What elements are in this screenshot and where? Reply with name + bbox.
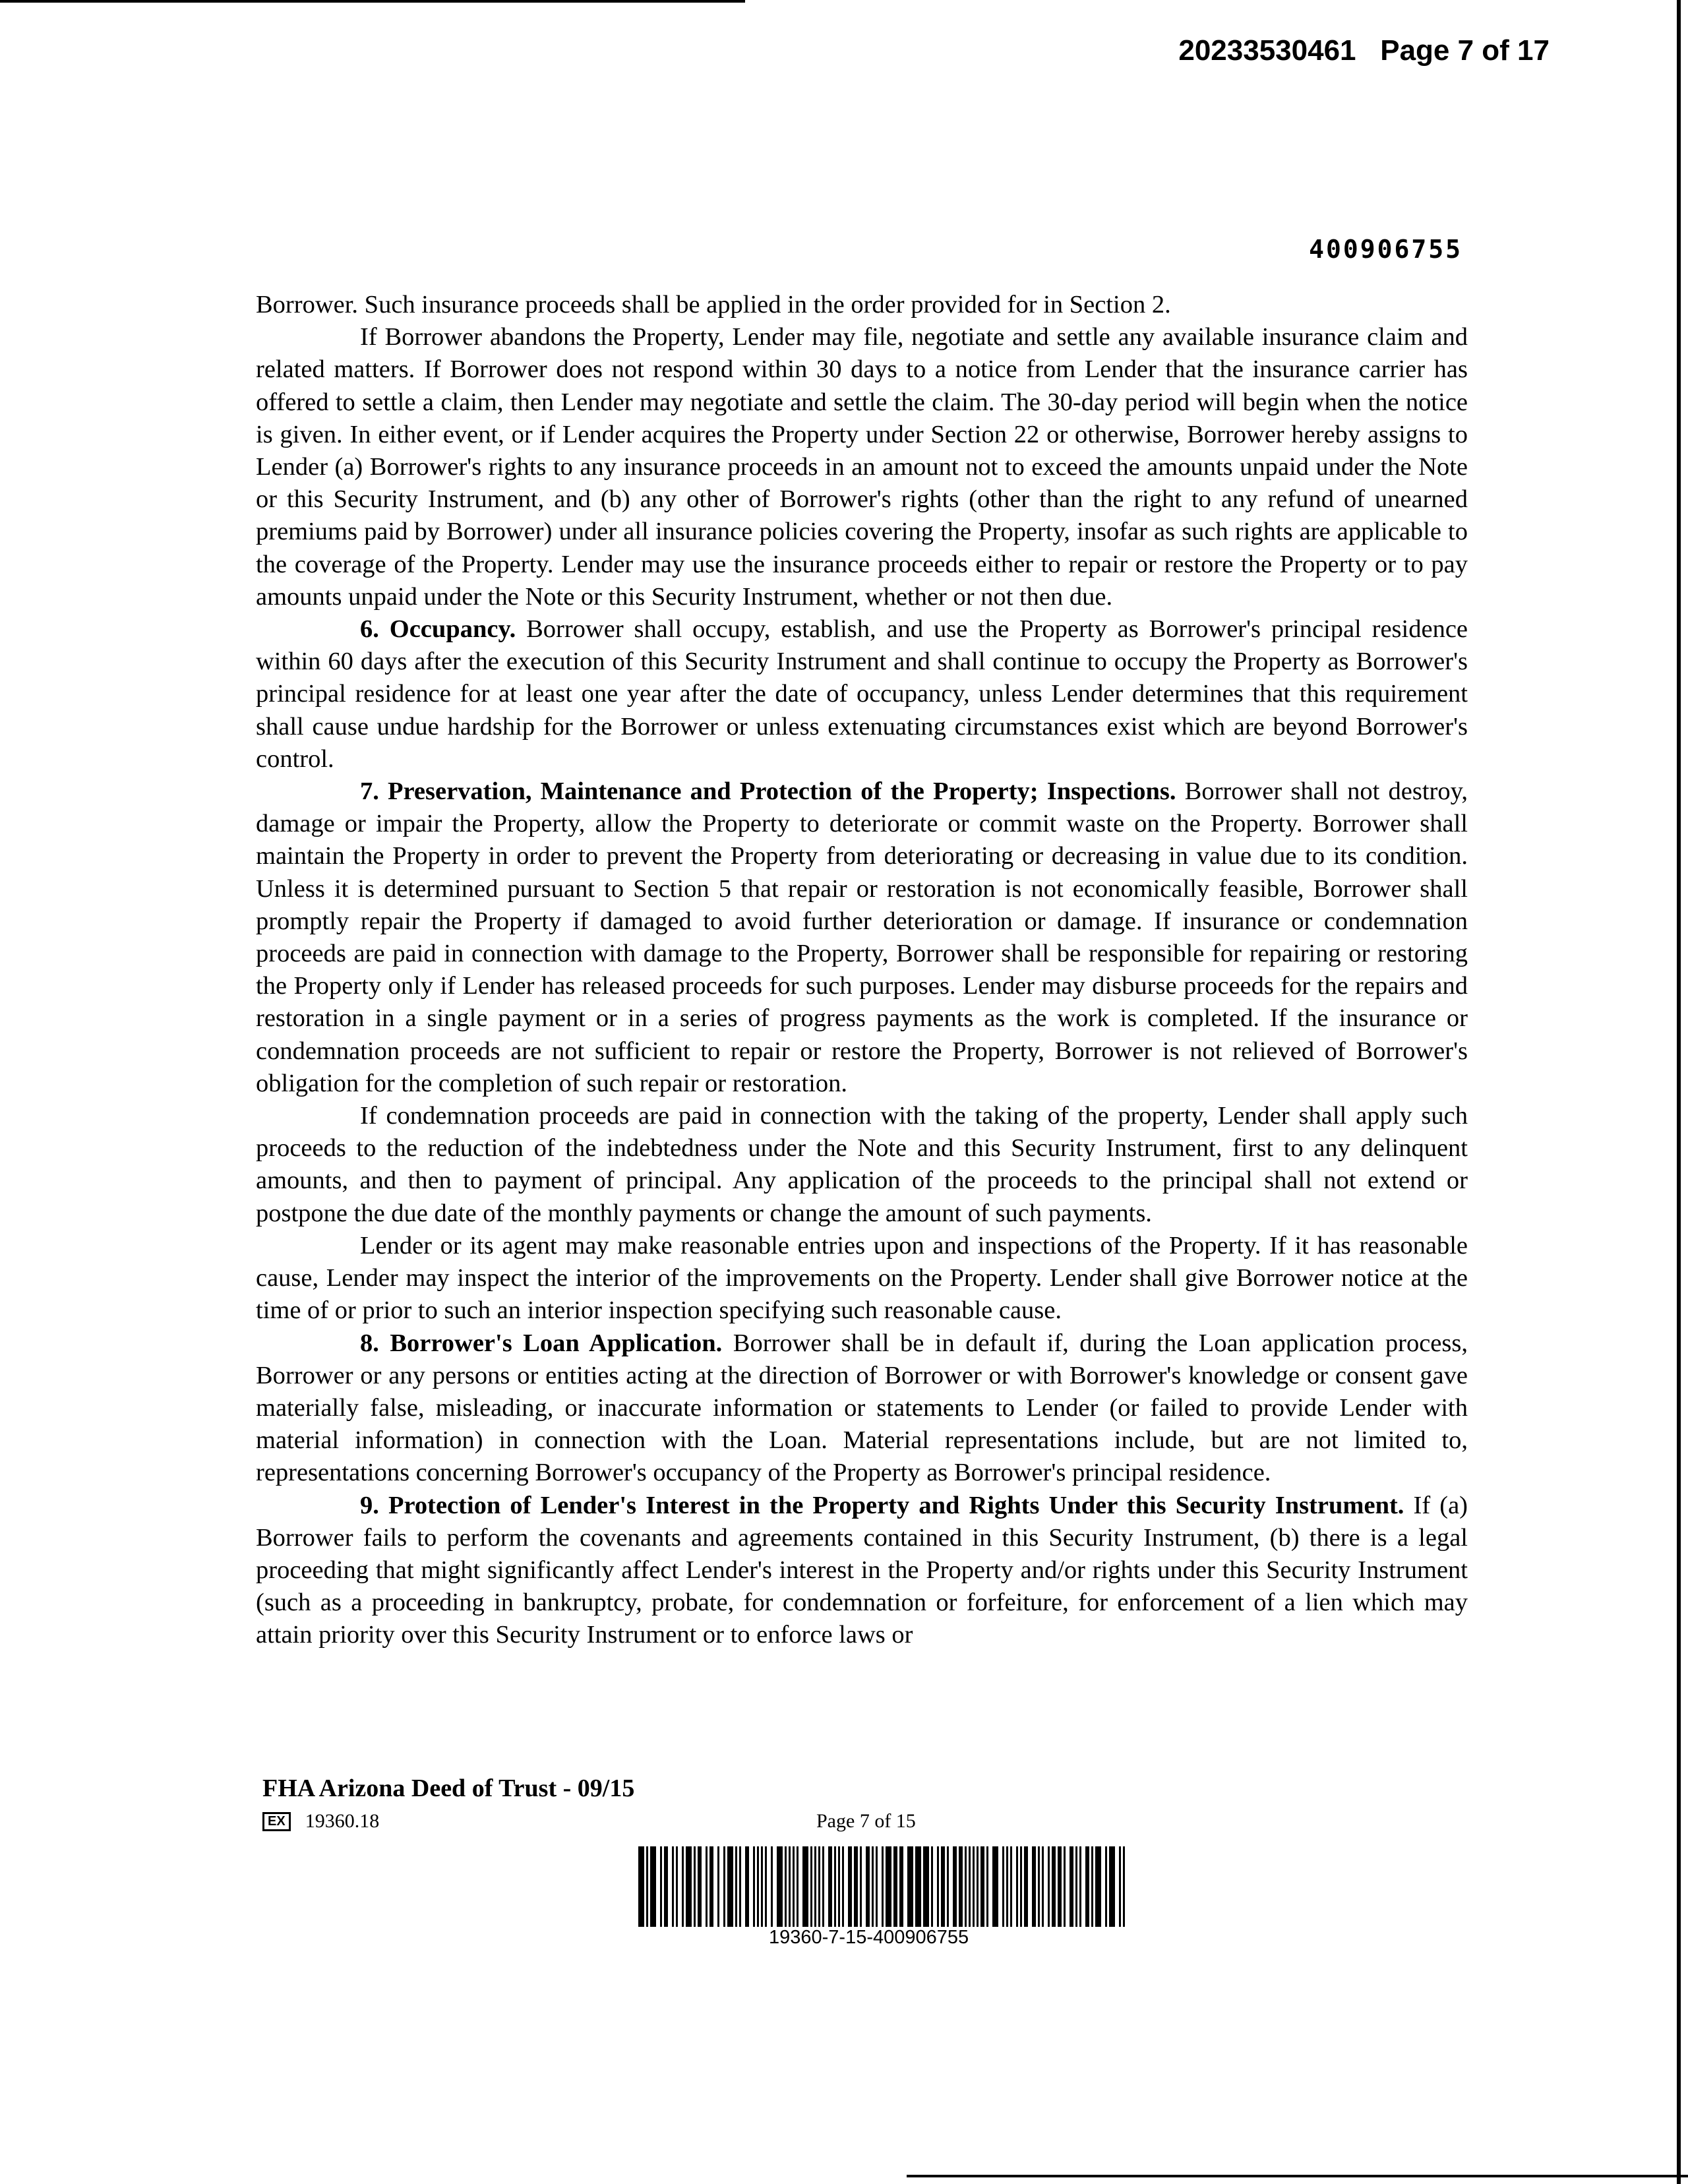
recording-number: 20233530461 (1178, 34, 1356, 67)
section-6-heading: 6. Occupancy. (360, 615, 516, 644)
section-8-loan-application (256, 1327, 1468, 1490)
barcode-text: 19360-7-15-400906755 (769, 1927, 969, 1948)
section-7-preservation (256, 775, 1468, 1100)
scan-edge-top (0, 0, 745, 3)
form-number: 19360.18 (305, 1810, 380, 1832)
form-page-label: Page 7 of 15 (816, 1810, 916, 1832)
section-9-protection (256, 1490, 1468, 1652)
section-7-heading: 7. Preservation, Maintenance and Protection of the Property; Inspections. (360, 777, 1176, 806)
form-id (262, 1810, 379, 1833)
section-9-heading: 9. Protection of Lender's Interest in the Property and Rights Under this Security Instrument. (360, 1491, 1404, 1519)
paragraph-condemnation: If condemnation proceeds are paid in connection with the taking of the property, Lender shall apply such proceeds to the reduction of the indebtedness under the Note and this Security Instrument, first to any delinquent amounts, and then to payment of principal. Any application of the proceeds to the principal shall not extend or postpone the due date of the monthly payments or change the amount of such payments. (256, 1102, 1468, 1227)
section-6-text: Borrower shall occupy, establish, and use the Property as Borrower's principal residence within 60 days after the execution of this Security Instrument and shall continue to occupy the Property as Borrower's principal residence for at least one year after the date of occupancy, unless Lender determines that this requirement shall cause undue hardship for the Borrower or unless extenuating circumstances exist which are beyond Borrower's control. (256, 615, 1468, 773)
recording-page-label: Page 7 of 17 (1380, 34, 1550, 67)
paragraph-insurance-order: Borrower. Such insurance proceeds shall be applied in the order provided for in Section 2. (256, 291, 1171, 318)
section-6-occupancy (256, 613, 1468, 775)
section-9-text: If (a) Borrower fails to perform the covenants and agreements contained in this Security Instrument, (b) there is a legal proceeding that might significantly affect Lender's interest in the Property and/or rights under this Security Instrument (such as a proceeding in bankruptcy, probate, for condemnation or forfeiture, for enforcement of a lien which may attain priority over this Security Instrument or to enforce laws or (256, 1491, 1468, 1649)
form-title: FHA Arizona Deed of Trust - 09/15 (262, 1774, 635, 1802)
section-7-text: Borrower shall not destroy, damage or impair the Property, allow the Property to deteriorate or commit waste on the Property. Borrower shall maintain the Property in order to prevent the Property from deteriorating or decreasing in value due to its condition. Unless it is determined pursuant to Section 5 that repair or restoration is not economically feasible, Borrower shall promptly repair the Property if damaged to avoid further deterioration or damage. If insurance or condemnation proceeds are paid in connection with damage to the Property, Borrower shall be responsible for repairing or restoring the Property only if Lender has released proceeds for such purposes. Lender may disburse proceeds for the repairs and restoration in a single payment or in a series of progress payments as the work is completed. If the insurance or condemnation proceeds are not sufficient to repair or restore the Property, Borrower is not relieved of Borrower's obligation for the completion of such repair or restoration. (256, 777, 1468, 1097)
paragraph-abandonment: If Borrower abandons the Property, Lender may file, negotiate and settle any available insurance claim and related matters. If Borrower does not respond within 30 days to a notice from Lender that the insurance carrier has offered to settle a claim, then Lender may negotiate and settle the claim. The 30-day period will begin when the notice is given. In either event, or if Lender acquires the Property under Section 22 or otherwise, Borrower hereby assigns to Lender (a) Borrower's rights to any insurance proceeds in an amount not to exceed the amounts unpaid under the Note or this Security Instrument, and (b) any other of Borrower's rights (other than the right to any refund of unearned premiums paid by Borrower) under all insurance policies covering the Property, insofar as such rights are applicable to the coverage of the Property. Lender may use the insurance proceeds either to repair or restore the Property or to pay amounts unpaid under the Note or this Security Instrument, whether or not then due. (256, 323, 1468, 611)
recording-header (1178, 34, 1550, 67)
barcode-icon (638, 1846, 1129, 1927)
scan-edge-right (1677, 0, 1681, 2184)
section-8-heading: 8. Borrower's Loan Application. (360, 1329, 723, 1357)
loan-number: 400906755 (1309, 235, 1462, 264)
section-8-text: Borrower shall be in default if, during the Loan application process, Borrower or any persons or entities acting at the direction of Borrower or with Borrower's knowledge or consent gave materially false, misleading, or inaccurate information or statements to Lender (or failed to provide Lender with material information) in connection with the Loan. Material representations include, but are not limited to, representations concerning Borrower's occupancy of the Property as Borrower's principal residence. (256, 1329, 1468, 1487)
form-logo-icon: EX (262, 1812, 291, 1831)
paragraph-inspection: Lender or its agent may make reasonable entries upon and inspections of the Property. If it has reasonable cause, Lender may inspect the interior of the improvements on the Property. Lender shall give Borrower notice at the time of or prior to such an interior inspection specifying such reasonable cause. (256, 1231, 1468, 1325)
scan-edge-bottom (907, 2175, 1688, 2177)
document-body (256, 289, 1468, 1652)
